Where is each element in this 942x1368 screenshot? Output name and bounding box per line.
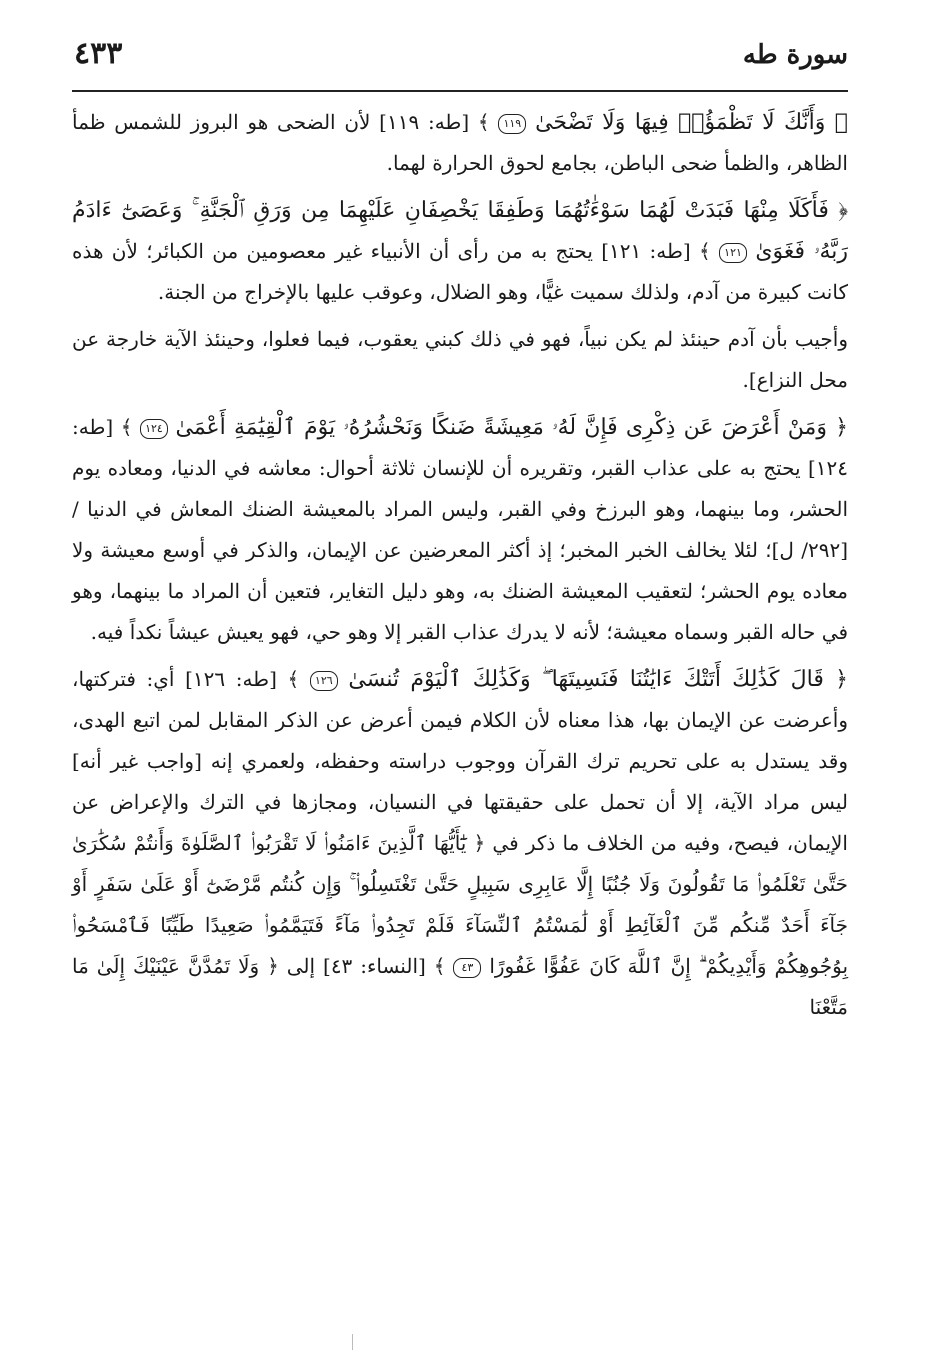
commentary-text: ﴾ [طه: ١١٩] لأن الضحى هو البروز للشمس ظمأ الظاهر، والظمأ ضحى الباطن، بجامع لحوق الحرارة لهما. [72,110,848,175]
document-page [72,36,848,1336]
commentary-text: ﴾ [طه: ١٢١] يحتج به من رأى أن الأنبياء غير معصومين من الكبائر؛ لأن هذه كانت كبيرة من آدم، ولذلك سميت غيًّا، وهو الضلال، وعوقب عليها بالإخراج من الجنة. [72,239,848,304]
quran-verse: ﴿ وَمَنْ أَعْرَضَ عَن ذِكْرِى فَإِنَّ لَهُۥ مَعِيشَةً ضَنكًا وَنَحْشُرُهُۥ يَوْمَ ٱلْقِيَٰمَةِ أَعْمَىٰ [175,415,849,440]
quran-verse: ﴿ وَأَنَّكَ لَا تَظْمَؤُا۟ فِيهَا وَلَا تَضْحَىٰ [535,110,848,135]
paragraph-2 [72,190,848,313]
commentary-text: ﴾ [طه: ١٢٤] يحتج به على عذاب القبر، وتقريره أن للإنسان ثلاثة أحوال: معاشه في الدنيا، ومعاده يوم الحشر، وما بينهما، وهو البرزخ وفي القبر، وليس المراد بالمعيشة الضنك المعاش في الدنيا / [٢٩٢/ ل]؛ لئلا يخالف الخبر المخبر؛ إذ أكثر المعرضين عن الإيمان، والذكر في أوسع معيشة ولا معاده يوم الحشر؛ لتعقيب المعيشة الضنك به، وهو دليل التغاير، فتعين أن المراد ما بينهما، وهو في حاله القبر وسماه معيشة؛ لأنه لا يدرك عذاب القبر إلا وهو حي، فهو يعيش عيشاً نكداً فيه. [72,415,848,644]
page-header [72,36,848,92]
paragraph-5 [72,659,848,1028]
ayah-number-marker: ١٢٤ [140,419,168,439]
ayah-number-marker: ١٢١ [719,243,747,263]
quran-verse: ﴿ قَالَ كَذَٰلِكَ أَتَتْكَ ءَايَٰتُنَا فَنَسِيتَهَا ۖ وَكَذَٰلِكَ ٱلْيَوْمَ تُنسَىٰ [348,667,848,692]
ayah-number-marker: ١١٩ [498,114,526,134]
paragraph-3 [72,319,848,401]
page-number: ٤٣٣ [74,36,123,71]
quran-verse: ﴿ فَأَكَلَا مِنْهَا فَبَدَتْ لَهُمَا سَوْءَٰتُهُمَا وَطَفِقَا يَخْصِفَانِ عَلَيْهِمَا مِن وَرَقِ ٱلْجَنَّةِ ۚ وَعَصَىٰٓ ءَادَمُ رَبَّهُۥ فَغَوَىٰ [72,198,849,264]
page-body [72,92,848,1028]
paragraph-4 [72,407,848,653]
surah-title: سورة طه [742,40,848,70]
commentary-text: ﴾ [طه: ١٢٦] أي: فتركتها، وأعرضت عن الإيمان بها، هذا معناه لأن الكلام فيمن أعرض عن الذكر المقابل لمن اتبع الهدى، وقد يستدل به على تحريم ترك القرآن ووجوب دراسته وحفظه، ولعمري إنه [واجب غير أنه] ليس مراد الآية، إلا أن تحمل على حقيقتها في النسيان، ومجازها في الترك والإعراض عن الإيمان، فيصح، وفيه من الخلاف ما ذكر في ﴿ يَٰٓأَيُّهَا ٱلَّذِينَ ءَامَنُوا۟ لَا تَقْرَبُوا۟ ٱلصَّلَوٰةَ وَأَنتُمْ سُكَٰرَىٰ حَتَّىٰ تَعْلَمُوا۟ مَا تَقُولُونَ وَلَا جُنُبًا إِلَّا عَابِرِى سَبِيلٍ حَتَّىٰ تَغْتَسِلُوا۟ ۚ وَإِن كُنتُم مَّرْضَىٰٓ أَوْ عَلَىٰ سَفَرٍ أَوْ جَآءَ أَحَدٌ مِّنكُم مِّنَ ٱلْغَآئِطِ أَوْ لَٰمَسْتُمُ ٱلنِّسَآءَ فَلَمْ تَجِدُوا۟ مَآءً فَتَيَمَّمُوا۟ صَعِيدًا طَيِّبًا فَٱمْسَحُوا۟ بِوُجُوهِكُمْ وَأَيْدِيكُمْ ۗ إِنَّ ٱللَّهَ كَانَ عَفُوًّا غَفُورًا [72,667,849,978]
footer-divider [352,1334,353,1350]
ayah-number-marker: ٤٣ [453,958,481,978]
paragraph-1 [72,102,848,184]
commentary-text: وأجيب بأن آدم حينئذ لم يكن نبياً، فهو في ذلك كبني يعقوب، فيما فعلوا، وحينئذ الآية خارجة عن محل النزاع]. [72,327,848,392]
commentary-text: ﴾ [النساء: ٤٣] إلى ﴿ وَلَا تَمُدَّنَّ عَيْنَيْكَ إِلَىٰ مَا مَتَّعْنَا [72,954,848,1019]
ayah-number-marker: ١٢٦ [310,671,338,691]
